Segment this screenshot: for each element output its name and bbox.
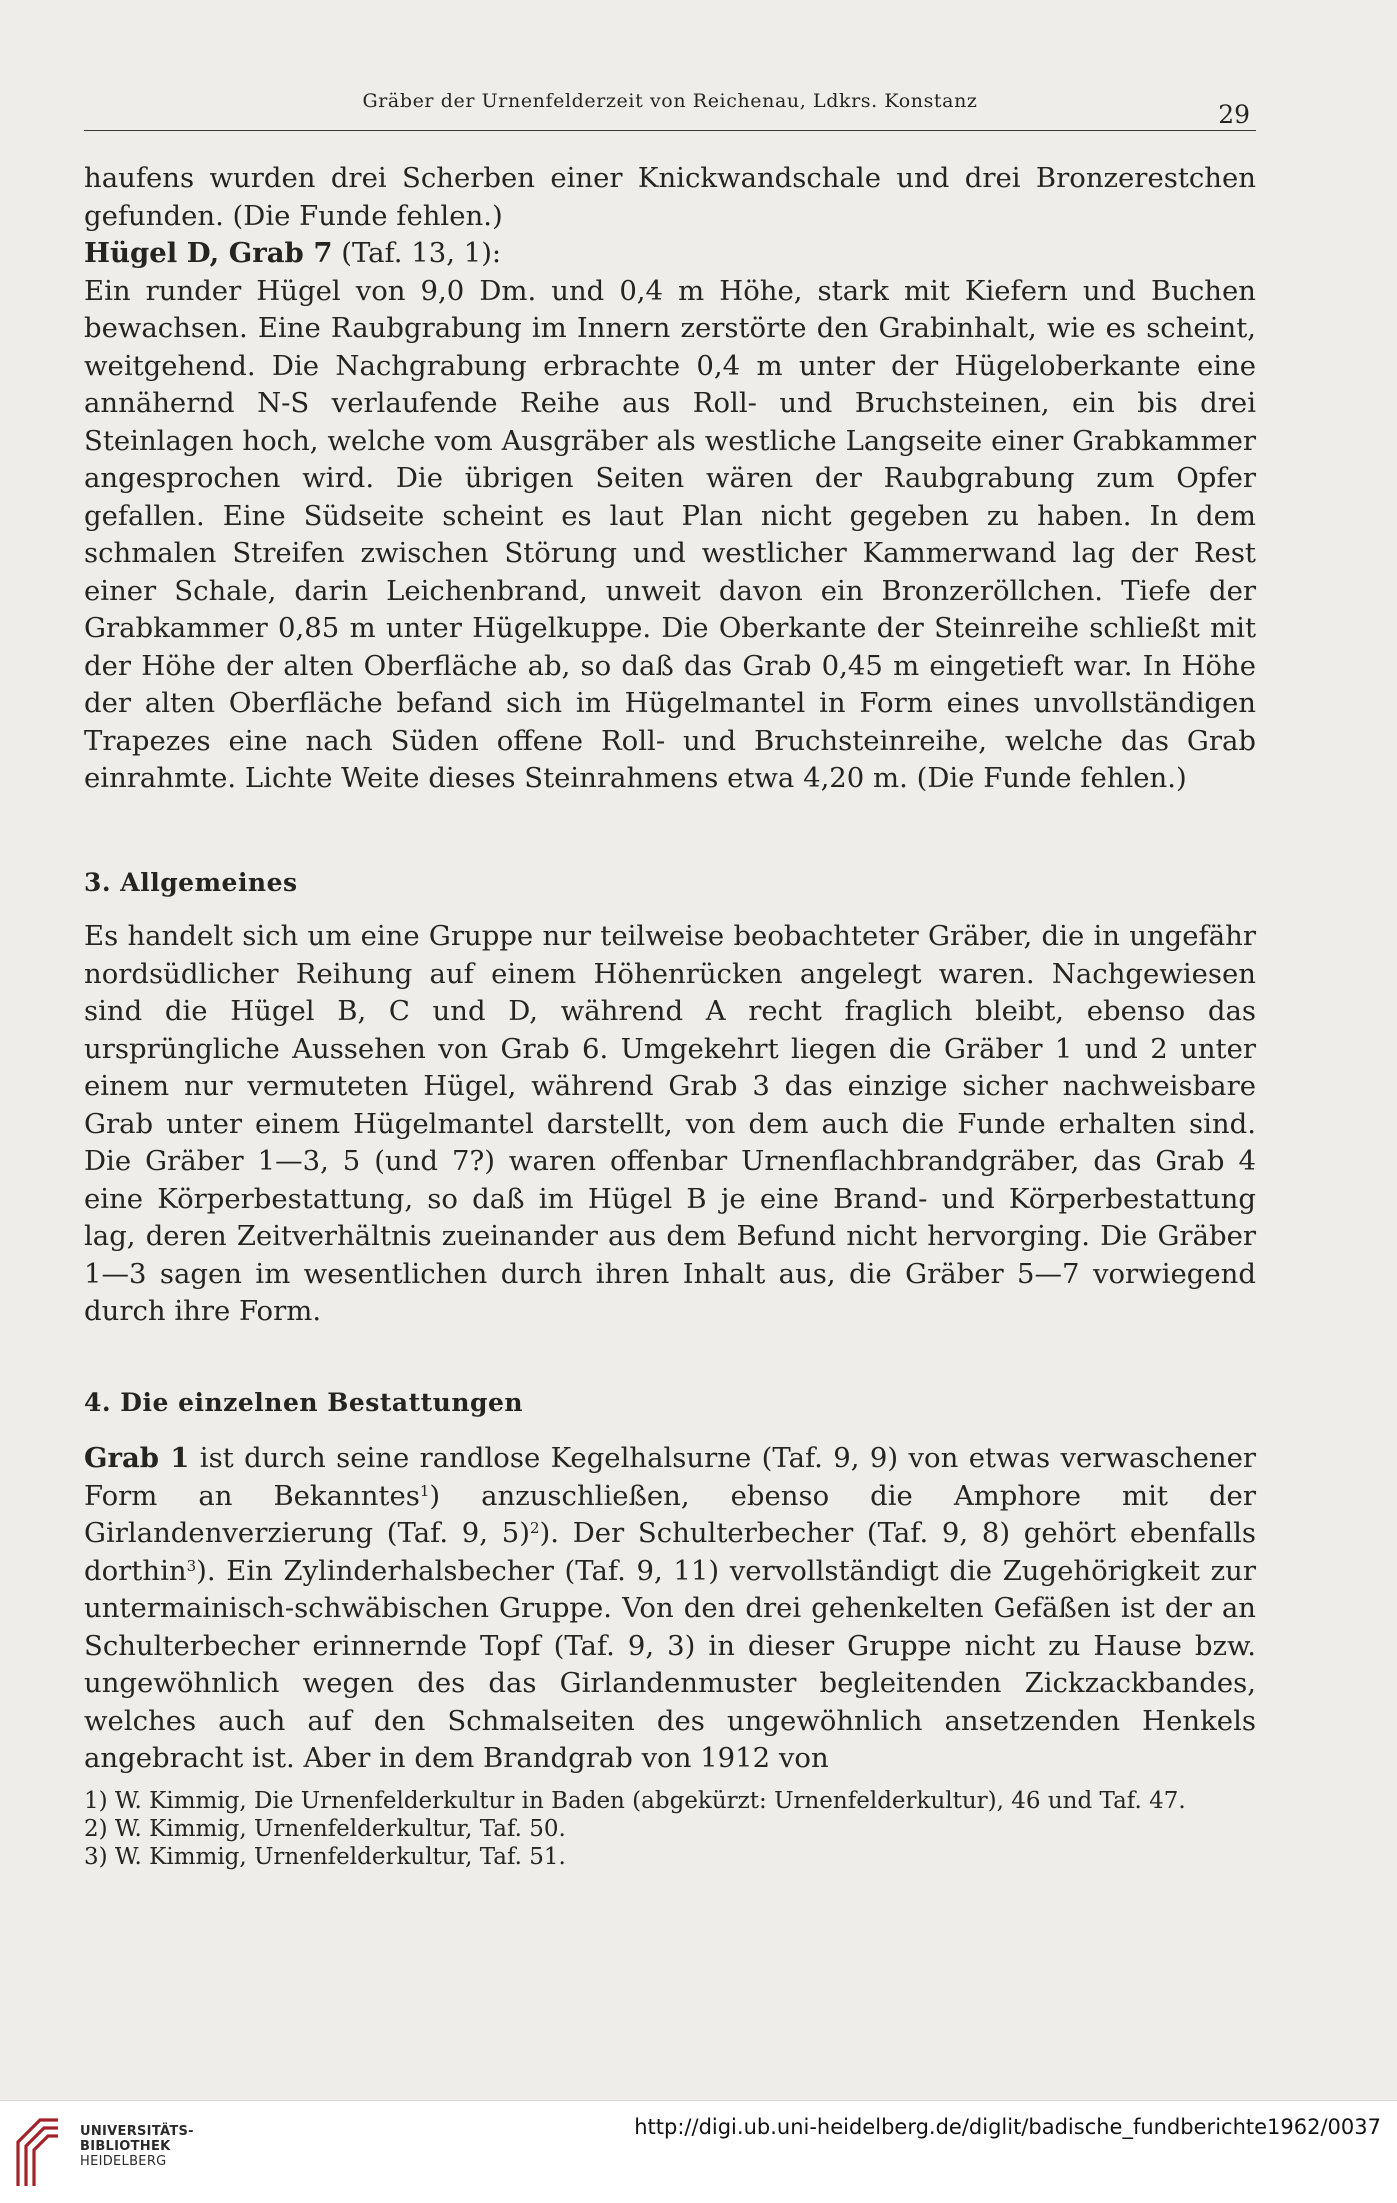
library-name-line-2: BIBLIOTHEK (80, 2139, 171, 2154)
huegel-d-heading (84, 235, 1256, 273)
section-3-heading: 3. Allgemeines (84, 868, 298, 897)
section-3-body (84, 918, 1256, 1331)
running-head (84, 84, 1256, 131)
huegel-d-heading-rest: (Taf. 13, 1): (332, 237, 502, 269)
footnote-ref-1: 1 (419, 1481, 430, 1500)
page-number: 29 (1218, 100, 1250, 129)
grab-1-text-c: ). Der Schulterbecher (Taf. 9, 8) gehört ebenfalls dorthin (84, 1517, 1257, 1587)
section-4-heading: 4. Die einzelnen Bestattungen (84, 1388, 524, 1417)
grab-1-text-d: ). Ein Zylinderhalsbecher (Taf. 9, 11) vervollständigt die Zugehörigkeit zur untermainisch-schwäbischen Gruppe. Von den drei gehenkelten Gefäßen ist der an Schulterbecher erinnernde Topf (Taf. 9, 3) in dieser Gruppe nicht zu Hause bzw. ungewöhnlich wegen des das Girlandenmuster begleitenden Zickzackbandes, welches auch auf den Schmalseiten des ungewöhnlich ansetzenden Henkels angebracht ist. Aber in dem Brandgrab von 1912 von (84, 1554, 1256, 1774)
intro-paragraph: haufens wurden drei Scherben einer Knickwandschale und drei Bronzerestchen gefunden. (Die Funde fehlen.) (84, 162, 1256, 232)
intro-paragraph-block (84, 160, 1256, 798)
section-3-block (84, 864, 1256, 902)
library-name-line-1: UNIVERSITÄTS- (80, 2124, 194, 2139)
section-4-body (84, 1440, 1256, 1778)
grab-1-text-b: ) anzuschließen, ebenso die Amphore mit der Girlandenverzierung (Taf. 9, 5) (84, 1479, 1256, 1549)
section-4-block (84, 1384, 1256, 1422)
footnote-3-text: W. Kimmig, Urnenfelderkultur, Taf. 51. (114, 1844, 566, 1870)
library-name (80, 2124, 194, 2169)
footnote-2-text: W. Kimmig, Urnenfelderkultur, Taf. 50. (114, 1816, 566, 1842)
footnote-2-mark: 2) (84, 1816, 108, 1842)
footnote-ref-2: 2 (529, 1519, 540, 1537)
grab-1-paragraph (84, 1440, 1256, 1778)
grab-1-text-a: ist durch seine randlose Kegelhalsurne (Taf. 9, 9) von etwas verwaschener Form an Bekanntes (84, 1442, 1257, 1512)
library-footer (0, 2100, 1397, 2203)
university-library-logo-icon (14, 2112, 62, 2190)
footnote-1-mark: 1) (84, 1788, 108, 1814)
footnote-1-text: W. Kimmig, Die Urnenfelderkultur in Baden (abgekürzt: Urnenfelderkultur), 46 und Taf. 47. (114, 1788, 1186, 1814)
allgemeines-paragraph: Es handelt sich um eine Gruppe nur teilweise beobachteter Gräber, die in ungefähr nordsüdlicher Reihung auf einem Höhenrücken angelegt waren. Nachgewiesen sind die Hügel B, C und D, während A recht fraglich bleibt, ebenso das ursprüngliche Aussehen von Grab 6. Umgekehrt liegen die Gräber 1 und 2 unter einem nur vermuteten Hügel, während Grab 3 das einzige sicher nachweisbare Grab unter einem Hügelmantel darstellt, von dem auch die Funde erhalten sind. Die Gräber 1—3, 5 (und 7?) waren offenbar Urnenflachbrandgräber, das Grab 4 eine Körperbestattung, so daß im Hügel B je eine Brand- und Körperbestattung lag, deren Zeitverhältnis zueinander aus dem Befund nicht hervorging. Die Gräber 1—3 sagen im wesentlichen durch ihren Inhalt aus, die Gräber 5—7 vorwiegend durch ihre Form. (84, 920, 1256, 1327)
running-title: Gräber der Urnenfelderzeit von Reichenau, Ldkrs. Konstanz (362, 90, 978, 112)
footnote-3 (84, 1843, 1256, 1871)
footnote-2 (84, 1815, 1256, 1843)
permalink-url[interactable]: http://digi.ub.uni-heidelberg.de/diglit/badische_fundberichte1962/0037 (634, 2115, 1381, 2139)
footnote-ref-3: 3 (186, 1556, 197, 1575)
footnotes (84, 1787, 1256, 1871)
library-name-line-3: HEIDELBERG (80, 2154, 167, 2169)
footnote-1 (84, 1787, 1256, 1815)
grab-1-lead: Grab 1 (84, 1442, 190, 1474)
huegel-d-heading-strong: Hügel D, Grab 7 (84, 237, 333, 269)
huegel-d-paragraph: Ein runder Hügel von 9,0 Dm. und 0,4 m Höhe, stark mit Kiefern und Buchen bewachsen. Eine Raubgrabung im Innern zerstörte den Grabinhalt, wie es scheint, weitgehend. Die Nachgrabung erbrachte 0,4 m unter der Hügeloberkante eine annähernd N-S verlaufende Reihe aus Roll- und Bruchsteinen, ein bis drei Steinlagen hoch, welche vom Ausgräber als westliche Langseite einer Grabkammer angesprochen wird. Die übrigen Seiten wären der Raubgrabung zum Opfer gefallen. Eine Südseite scheint es laut Plan nicht gegeben zu haben. In dem schmalen Streifen zwischen Störung und westlicher Kammerwand lag der Rest einer Schale, darin Leichenbrand, unweit davon ein Bronzeröllchen. Tiefe der Grabkammer 0,85 m unter Hügelkuppe. Die Oberkante der Steinreihe schließt mit der Höhe der alten Oberfläche ab, so daß das Grab 0,45 m eingetieft war. In Höhe der alten Oberfläche befand sich im Hügelmantel in Form eines unvollständigen Trapezes eine nach Süden offene Roll- und Bruchsteinreihe, welche das Grab einrahmte. Lichte Weite dieses Steinrahmens etwa 4,20 m. (Die Funde fehlen.) (84, 274, 1256, 794)
footnote-3-mark: 3) (84, 1844, 108, 1870)
